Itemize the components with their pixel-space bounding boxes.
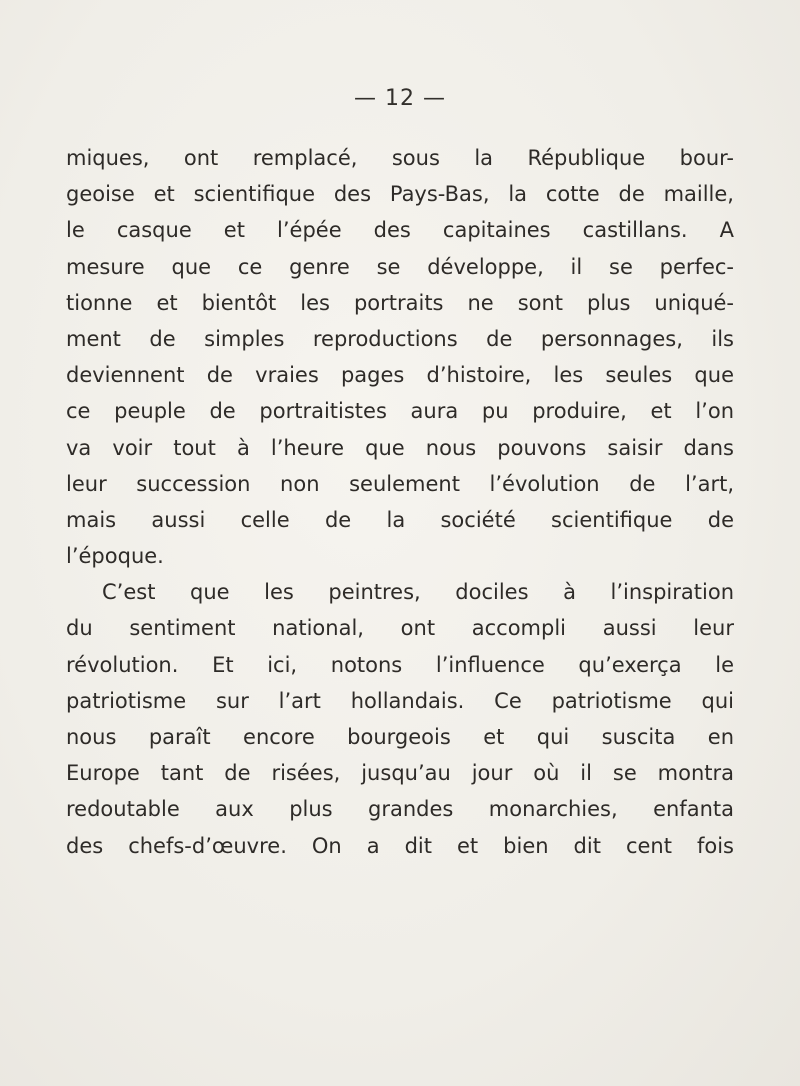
body-text bbox=[66, 140, 734, 864]
text-line: tionne et bientôt les portraits ne sont plus uniqué- bbox=[66, 290, 734, 315]
text-line: geoise et scientifique des Pays-Bas, la cotte de maille, bbox=[66, 182, 734, 207]
text-line: ment de simples reproductions de personnages, ils bbox=[66, 326, 734, 351]
text-line: mesure que ce genre se développe, il se perfec- bbox=[66, 254, 734, 279]
text-line: le casque et l’épée des capitaines castillans. A bbox=[66, 218, 734, 243]
text-line: des chefs-d’œuvre. On a dit et bien dit cent fois bbox=[66, 833, 734, 858]
text-line: deviennent de vraies pages d’histoire, les seules que bbox=[66, 363, 734, 388]
text-line: C’est que les peintres, dociles à l’inspiration bbox=[102, 580, 734, 605]
text-line: mais aussi celle de la société scientifique de bbox=[66, 507, 734, 532]
text-line: nous paraît encore bourgeois et qui suscita en bbox=[66, 725, 734, 749]
text-line: patriotisme sur l’art hollandais. Ce patriotisme qui bbox=[66, 688, 734, 713]
text-line: leur succession non seulement l’évolution de l’art, bbox=[66, 471, 734, 496]
text-line: du sentiment national, ont accompli aussi leur bbox=[66, 616, 734, 641]
text-line: l’époque. bbox=[66, 544, 164, 569]
text-line: redoutable aux plus grandes monarchies, enfanta bbox=[66, 797, 734, 822]
text-line: Europe tant de risées, jusqu’au jour où il se montra bbox=[66, 761, 734, 786]
text-line: révolution. Et ici, notons l’influence qu’exerça le bbox=[66, 652, 734, 677]
text-line: miques, ont remplacé, sous la République bour- bbox=[66, 146, 734, 170]
text-line: va voir tout à l’heure que nous pouvons saisir dans bbox=[66, 435, 734, 460]
text-line: ce peuple de portraitistes aura pu produire, et l’on bbox=[66, 399, 734, 424]
page-number: — 12 — bbox=[354, 86, 446, 111]
